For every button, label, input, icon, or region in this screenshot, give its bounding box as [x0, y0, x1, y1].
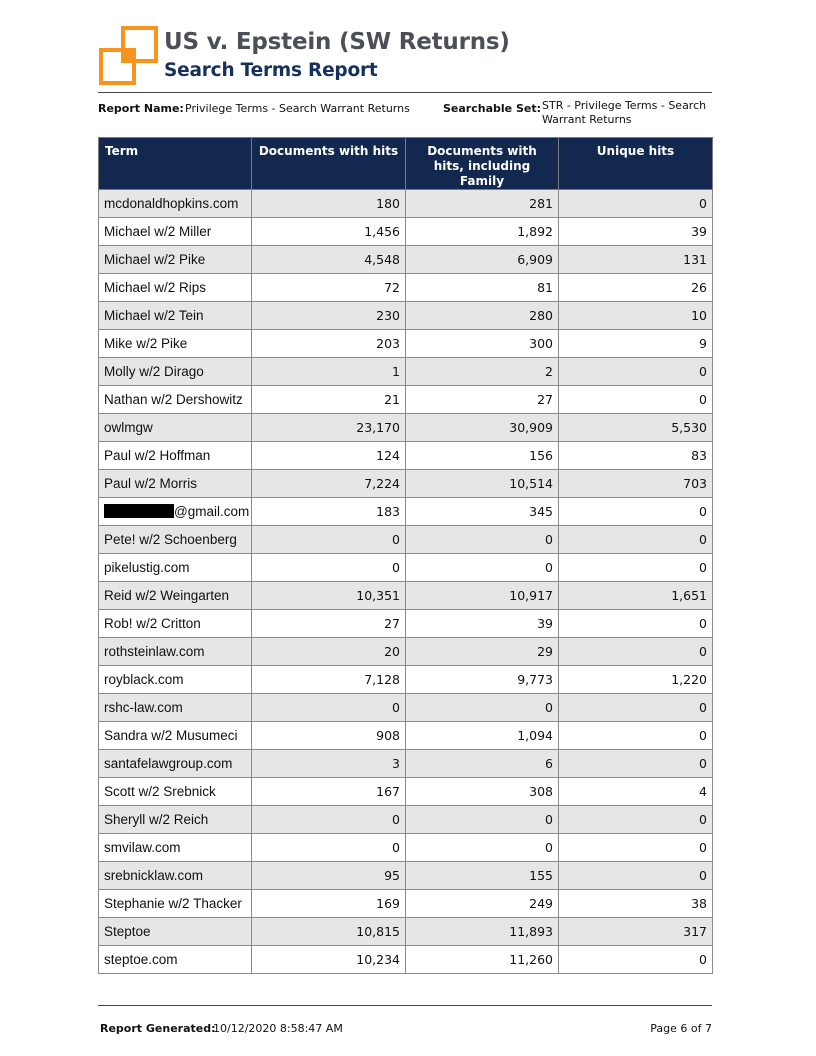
- cell-documents-with-family: 10,514: [406, 470, 559, 498]
- report-name-value: Privilege Terms - Search Warrant Returns: [185, 102, 410, 115]
- cell-term: [99, 498, 252, 526]
- term-text: santafelawgroup.com: [104, 756, 233, 771]
- cell-unique-hits: 10: [559, 302, 713, 330]
- cell-documents-with-hits: 180: [252, 190, 406, 218]
- cell-unique-hits: 0: [559, 722, 713, 750]
- cell-unique-hits: 0: [559, 190, 713, 218]
- cell-documents-with-hits: 1: [252, 358, 406, 386]
- cell-documents-with-family: 308: [406, 778, 559, 806]
- table-row: [99, 890, 713, 918]
- cell-unique-hits: 0: [559, 638, 713, 666]
- table-row: [99, 302, 713, 330]
- term-text: smvilaw.com: [104, 840, 181, 855]
- report-title: US v. Epstein (SW Returns): [164, 29, 510, 55]
- term-text: Paul w/2 Morris: [104, 476, 198, 491]
- table-row: [99, 610, 713, 638]
- table-row: [99, 582, 713, 610]
- cell-unique-hits: 0: [559, 386, 713, 414]
- cell-documents-with-family: 29: [406, 638, 559, 666]
- company-logo: [99, 26, 159, 86]
- cell-documents-with-family: 10,917: [406, 582, 559, 610]
- cell-documents-with-family: 345: [406, 498, 559, 526]
- cell-term: [99, 722, 252, 750]
- redaction-bar: [104, 504, 174, 518]
- term-text: Steptoe: [104, 924, 151, 939]
- cell-documents-with-hits: 20: [252, 638, 406, 666]
- cell-documents-with-family: 30,909: [406, 414, 559, 442]
- cell-term: [99, 946, 252, 974]
- cell-unique-hits: 0: [559, 946, 713, 974]
- term-text: rshc-law.com: [104, 700, 183, 715]
- term-text: pikelustig.com: [104, 560, 190, 575]
- cell-term: [99, 442, 252, 470]
- cell-documents-with-hits: 1,456: [252, 218, 406, 246]
- cell-unique-hits: 1,651: [559, 582, 713, 610]
- table-row: [99, 442, 713, 470]
- table-row: [99, 218, 713, 246]
- cell-unique-hits: 0: [559, 806, 713, 834]
- cell-unique-hits: 4: [559, 778, 713, 806]
- cell-term: [99, 750, 252, 778]
- cell-documents-with-family: 281: [406, 190, 559, 218]
- cell-term: [99, 806, 252, 834]
- table-row: [99, 330, 713, 358]
- cell-term: [99, 246, 252, 274]
- cell-documents-with-hits: 27: [252, 610, 406, 638]
- term-text: Mike w/2 Pike: [104, 336, 188, 351]
- cell-unique-hits: 9: [559, 330, 713, 358]
- term-text: Sheryll w/2 Reich: [104, 812, 209, 827]
- term-text: @gmail.com: [174, 504, 250, 519]
- cell-unique-hits: 0: [559, 694, 713, 722]
- cell-documents-with-hits: 167: [252, 778, 406, 806]
- term-text: Michael w/2 Tein: [104, 308, 204, 323]
- page-number: Page 6 of 7: [650, 1022, 712, 1035]
- table-row: [99, 358, 713, 386]
- table-row: [99, 498, 713, 526]
- table-row: [99, 778, 713, 806]
- report-generated-label: Report Generated:: [100, 1022, 216, 1035]
- cell-documents-with-family: 300: [406, 330, 559, 358]
- cell-documents-with-hits: 10,815: [252, 918, 406, 946]
- table-header-row: [99, 138, 713, 190]
- cell-term: [99, 862, 252, 890]
- cell-documents-with-family: 0: [406, 554, 559, 582]
- report-subtitle: Search Terms Report: [164, 60, 378, 81]
- cell-term: [99, 778, 252, 806]
- table-row: [99, 526, 713, 554]
- term-text: Stephanie w/2 Thacker: [104, 896, 242, 911]
- cell-term: [99, 610, 252, 638]
- cell-term: [99, 190, 252, 218]
- cell-unique-hits: 39: [559, 218, 713, 246]
- table-row: [99, 918, 713, 946]
- column-header-documents-with-family: Documents with hits, including Family: [406, 138, 559, 190]
- cell-documents-with-family: 39: [406, 610, 559, 638]
- cell-unique-hits: 703: [559, 470, 713, 498]
- column-header-documents-with-hits: Documents with hits: [252, 138, 406, 190]
- term-text: rothsteinlaw.com: [104, 644, 205, 659]
- cell-term: [99, 218, 252, 246]
- term-text: owlmgw: [104, 420, 153, 435]
- cell-term: [99, 694, 252, 722]
- cell-term: [99, 386, 252, 414]
- term-text: Nathan w/2 Dershowitz: [104, 392, 243, 407]
- cell-documents-with-hits: 4,548: [252, 246, 406, 274]
- table-row: [99, 834, 713, 862]
- table-row: [99, 722, 713, 750]
- cell-documents-with-family: 0: [406, 806, 559, 834]
- cell-unique-hits: 0: [559, 750, 713, 778]
- cell-unique-hits: 0: [559, 498, 713, 526]
- cell-term: [99, 358, 252, 386]
- cell-documents-with-family: 1,892: [406, 218, 559, 246]
- cell-documents-with-family: 6,909: [406, 246, 559, 274]
- table-row: [99, 694, 713, 722]
- cell-documents-with-family: 9,773: [406, 666, 559, 694]
- cell-unique-hits: 0: [559, 358, 713, 386]
- search-terms-table: [98, 137, 713, 974]
- cell-term: [99, 666, 252, 694]
- cell-term: [99, 582, 252, 610]
- column-header-term: Term: [99, 138, 252, 190]
- cell-documents-with-hits: 0: [252, 834, 406, 862]
- cell-documents-with-hits: 0: [252, 806, 406, 834]
- cell-documents-with-hits: 203: [252, 330, 406, 358]
- term-text: Michael w/2 Miller: [104, 224, 212, 239]
- cell-term: [99, 414, 252, 442]
- cell-documents-with-hits: 124: [252, 442, 406, 470]
- cell-documents-with-hits: 7,128: [252, 666, 406, 694]
- cell-documents-with-family: 0: [406, 834, 559, 862]
- cell-unique-hits: 317: [559, 918, 713, 946]
- term-text: Reid w/2 Weingarten: [104, 588, 230, 603]
- cell-documents-with-family: 156: [406, 442, 559, 470]
- column-header-unique-hits: Unique hits: [559, 138, 713, 190]
- cell-term: [99, 274, 252, 302]
- cell-documents-with-family: 249: [406, 890, 559, 918]
- term-text: Pete! w/2 Schoenberg: [104, 532, 237, 547]
- footer-divider: [98, 1005, 712, 1006]
- cell-unique-hits: 0: [559, 862, 713, 890]
- cell-documents-with-family: 11,893: [406, 918, 559, 946]
- table-row: [99, 638, 713, 666]
- cell-term: [99, 834, 252, 862]
- cell-documents-with-family: 0: [406, 694, 559, 722]
- cell-term: [99, 890, 252, 918]
- cell-documents-with-family: 2: [406, 358, 559, 386]
- cell-documents-with-hits: 23,170: [252, 414, 406, 442]
- term-text: Scott w/2 Srebnick: [104, 784, 216, 799]
- cell-unique-hits: 131: [559, 246, 713, 274]
- table-row: [99, 470, 713, 498]
- cell-documents-with-hits: 3: [252, 750, 406, 778]
- table-row: [99, 414, 713, 442]
- cell-documents-with-family: 27: [406, 386, 559, 414]
- cell-term: [99, 470, 252, 498]
- cell-unique-hits: 5,530: [559, 414, 713, 442]
- cell-documents-with-family: 1,094: [406, 722, 559, 750]
- cell-documents-with-hits: 0: [252, 554, 406, 582]
- cell-documents-with-family: 11,260: [406, 946, 559, 974]
- term-text: Molly w/2 Dirago: [104, 364, 204, 379]
- term-text: Sandra w/2 Musumeci: [104, 728, 238, 743]
- cell-term: [99, 638, 252, 666]
- term-text: Paul w/2 Hoffman: [104, 448, 211, 463]
- header-divider: [98, 92, 712, 93]
- term-text: srebnicklaw.com: [104, 868, 204, 883]
- table-body: [99, 190, 713, 974]
- cell-unique-hits: 0: [559, 554, 713, 582]
- cell-documents-with-hits: 0: [252, 694, 406, 722]
- searchable-set-value: STR - Privilege Terms - Search Warrant Returns: [542, 99, 707, 126]
- table-row: [99, 386, 713, 414]
- cell-unique-hits: 0: [559, 834, 713, 862]
- cell-documents-with-hits: 230: [252, 302, 406, 330]
- cell-term: [99, 554, 252, 582]
- cell-term: [99, 302, 252, 330]
- cell-documents-with-hits: 72: [252, 274, 406, 302]
- table-row: [99, 946, 713, 974]
- cell-unique-hits: 1,220: [559, 666, 713, 694]
- table-row: [99, 554, 713, 582]
- cell-documents-with-family: 6: [406, 750, 559, 778]
- cell-documents-with-hits: 10,234: [252, 946, 406, 974]
- cell-documents-with-hits: 10,351: [252, 582, 406, 610]
- cell-term: [99, 526, 252, 554]
- cell-documents-with-family: 81: [406, 274, 559, 302]
- cell-documents-with-family: 0: [406, 526, 559, 554]
- table-row: [99, 750, 713, 778]
- report-generated-value: 10/12/2020 8:58:47 AM: [213, 1022, 343, 1035]
- table-row: [99, 862, 713, 890]
- cell-unique-hits: 0: [559, 610, 713, 638]
- cell-documents-with-family: 155: [406, 862, 559, 890]
- cell-unique-hits: 38: [559, 890, 713, 918]
- term-text: Michael w/2 Pike: [104, 252, 206, 267]
- cell-documents-with-hits: 0: [252, 526, 406, 554]
- searchable-set-label: Searchable Set:: [443, 102, 541, 115]
- table-row: [99, 806, 713, 834]
- cell-term: [99, 330, 252, 358]
- term-text: Rob! w/2 Critton: [104, 616, 201, 631]
- table-row: [99, 246, 713, 274]
- table-row: [99, 190, 713, 218]
- cell-term: [99, 918, 252, 946]
- cell-documents-with-hits: 183: [252, 498, 406, 526]
- term-text: mcdonaldhopkins.com: [104, 196, 239, 211]
- report-name-label: Report Name:: [98, 102, 184, 115]
- term-text: steptoe.com: [104, 952, 178, 967]
- cell-documents-with-family: 280: [406, 302, 559, 330]
- cell-unique-hits: 83: [559, 442, 713, 470]
- term-text: Michael w/2 Rips: [104, 280, 207, 295]
- cell-unique-hits: 0: [559, 526, 713, 554]
- cell-unique-hits: 26: [559, 274, 713, 302]
- cell-documents-with-hits: 95: [252, 862, 406, 890]
- table-row: [99, 274, 713, 302]
- term-text: royblack.com: [104, 672, 184, 687]
- cell-documents-with-hits: 169: [252, 890, 406, 918]
- cell-documents-with-hits: 7,224: [252, 470, 406, 498]
- table-row: [99, 666, 713, 694]
- cell-documents-with-hits: 908: [252, 722, 406, 750]
- cell-documents-with-hits: 21: [252, 386, 406, 414]
